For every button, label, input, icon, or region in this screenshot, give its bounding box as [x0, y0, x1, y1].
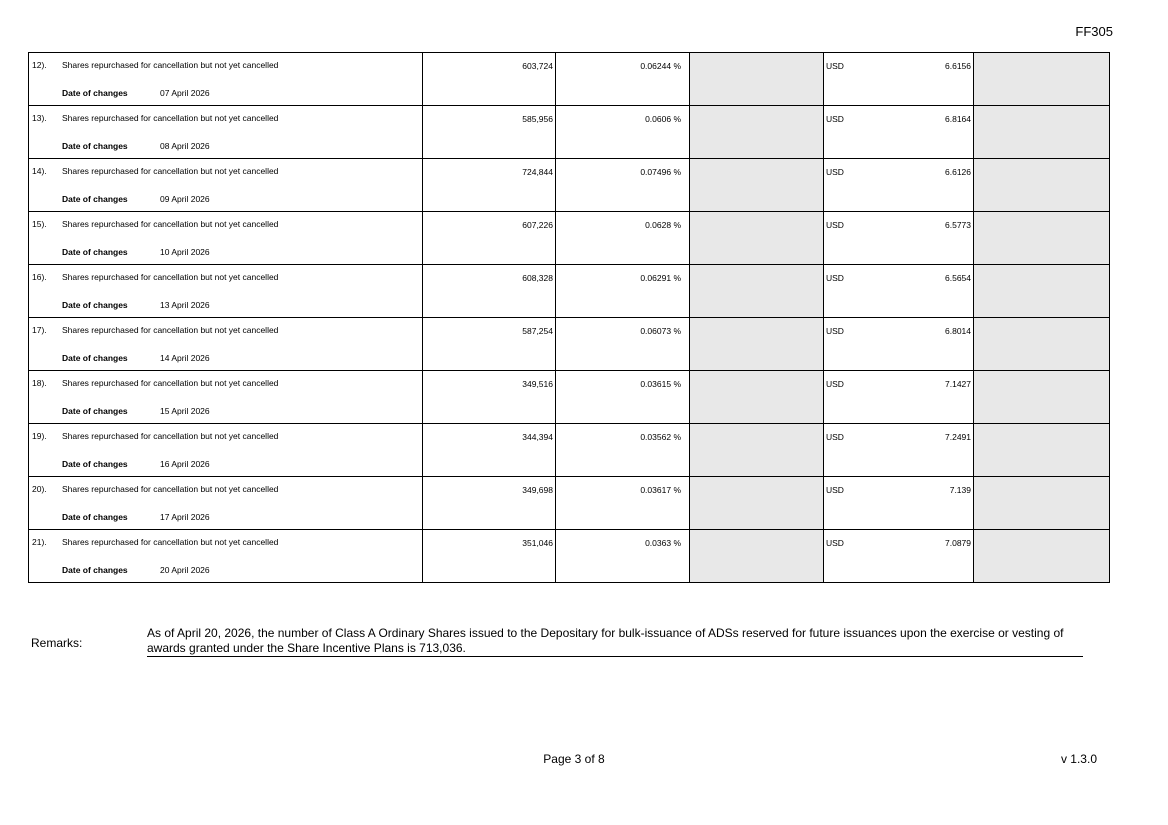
blank-cell	[974, 212, 1110, 265]
date-caption: Date of changes	[62, 406, 128, 416]
description-cell	[29, 106, 423, 159]
shares-cell	[423, 371, 556, 424]
price-cell	[824, 530, 974, 583]
currency-value: USD	[826, 273, 844, 283]
percent-value	[556, 53, 689, 71]
table-row	[29, 159, 1110, 212]
percent-cell	[556, 265, 690, 318]
price-cell	[824, 371, 974, 424]
price-cell	[824, 318, 974, 371]
blank-cell	[690, 212, 824, 265]
table-row	[29, 530, 1110, 583]
price-value: 7.0879	[945, 538, 971, 548]
price-value: 6.6126	[945, 167, 971, 177]
shares-cell	[423, 106, 556, 159]
row-number: 20).	[32, 484, 47, 494]
percent-sign: %	[673, 167, 681, 177]
version-label: v 1.3.0	[1060, 752, 1097, 766]
blank-cell	[690, 371, 824, 424]
blank-cell	[974, 424, 1110, 477]
row-label: Shares repurchased for cancellation but not yet cancelled	[62, 484, 279, 494]
row-number: 13).	[32, 113, 47, 123]
blank-cell	[690, 424, 824, 477]
shares-value: 344,394	[522, 432, 553, 442]
shares-value: 607,226	[522, 220, 553, 230]
percent-value	[556, 371, 689, 389]
remarks-text: As of April 20, 2026, the number of Class A Ordinary Shares issued to the Depositary for bulk-issuance of ADSs reserved for future issuances upon the exercise or vesting of awards granted under the Share Incentive Plans is 713,036.	[147, 626, 1083, 657]
percent-number: 0.07496	[640, 167, 672, 177]
currency-value: USD	[826, 326, 844, 336]
shares-value: 724,844	[522, 167, 553, 177]
table-row	[29, 477, 1110, 530]
date-value: 09 April 2026	[160, 194, 210, 204]
table-row	[29, 265, 1110, 318]
description-cell	[29, 371, 423, 424]
remarks-label: Remarks:	[31, 636, 83, 650]
percent-value	[556, 265, 689, 283]
price-cell	[824, 159, 974, 212]
currency-value: USD	[826, 167, 844, 177]
description-cell	[29, 530, 423, 583]
percent-sign: %	[673, 326, 681, 336]
shares-value: 587,254	[522, 326, 553, 336]
blank-cell	[690, 159, 824, 212]
price-value: 6.5773	[945, 220, 971, 230]
shares-value: 603,724	[522, 61, 553, 71]
shares-cell	[423, 318, 556, 371]
date-caption: Date of changes	[62, 300, 128, 310]
date-caption: Date of changes	[62, 459, 128, 469]
percent-number: 0.06244	[640, 61, 672, 71]
page-number: Page 3 of 8	[543, 752, 605, 766]
percent-sign: %	[673, 485, 681, 495]
shares-value: 349,516	[522, 379, 553, 389]
currency-value: USD	[826, 61, 844, 71]
price-value: 7.2491	[945, 432, 971, 442]
percent-cell	[556, 159, 690, 212]
date-caption: Date of changes	[62, 353, 128, 363]
percent-value	[556, 477, 689, 495]
description-cell	[29, 159, 423, 212]
percent-number: 0.0606	[645, 114, 672, 124]
row-label: Shares repurchased for cancellation but not yet cancelled	[62, 325, 279, 335]
percent-cell	[556, 53, 690, 106]
price-value: 7.139	[949, 485, 971, 495]
description-cell	[29, 53, 423, 106]
percent-number: 0.03617	[640, 485, 672, 495]
blank-cell	[690, 318, 824, 371]
percent-cell	[556, 424, 690, 477]
percent-value	[556, 318, 689, 336]
row-number: 14).	[32, 166, 47, 176]
shares-cell	[423, 424, 556, 477]
shares-value: 349,698	[522, 485, 553, 495]
shares-cell	[423, 53, 556, 106]
blank-cell	[974, 53, 1110, 106]
row-label: Shares repurchased for cancellation but not yet cancelled	[62, 272, 279, 282]
date-caption: Date of changes	[62, 565, 128, 575]
row-number: 18).	[32, 378, 47, 388]
table-row	[29, 371, 1110, 424]
row-label: Shares repurchased for cancellation but not yet cancelled	[62, 60, 279, 70]
date-value: 08 April 2026	[160, 141, 210, 151]
percent-cell	[556, 318, 690, 371]
price-cell	[824, 424, 974, 477]
row-number: 16).	[32, 272, 47, 282]
shares-cell	[423, 159, 556, 212]
row-label: Shares repurchased for cancellation but not yet cancelled	[62, 378, 279, 388]
description-cell	[29, 265, 423, 318]
percent-cell	[556, 106, 690, 159]
currency-value: USD	[826, 220, 844, 230]
date-value: 07 April 2026	[160, 88, 210, 98]
date-caption: Date of changes	[62, 194, 128, 204]
percent-cell	[556, 530, 690, 583]
shares-value: 608,328	[522, 273, 553, 283]
blank-cell	[974, 318, 1110, 371]
percent-cell	[556, 212, 690, 265]
price-cell	[824, 212, 974, 265]
shares-value: 585,956	[522, 114, 553, 124]
percent-number: 0.0628	[645, 220, 672, 230]
price-value: 7.1427	[945, 379, 971, 389]
shares-cell	[423, 265, 556, 318]
percent-sign: %	[673, 538, 681, 548]
row-label: Shares repurchased for cancellation but not yet cancelled	[62, 537, 279, 547]
date-value: 20 April 2026	[160, 565, 210, 575]
percent-value	[556, 106, 689, 124]
date-caption: Date of changes	[62, 88, 128, 98]
repurchase-table	[28, 52, 1110, 583]
percent-cell	[556, 477, 690, 530]
currency-value: USD	[826, 114, 844, 124]
percent-value	[556, 530, 689, 548]
date-caption: Date of changes	[62, 512, 128, 522]
currency-value: USD	[826, 432, 844, 442]
percent-sign: %	[673, 220, 681, 230]
price-value: 6.5654	[945, 273, 971, 283]
blank-cell	[974, 106, 1110, 159]
blank-cell	[690, 477, 824, 530]
blank-cell	[690, 106, 824, 159]
date-caption: Date of changes	[62, 247, 128, 257]
blank-cell	[974, 371, 1110, 424]
percent-value	[556, 159, 689, 177]
percent-sign: %	[673, 379, 681, 389]
description-cell	[29, 212, 423, 265]
shares-cell	[423, 477, 556, 530]
blank-cell	[690, 53, 824, 106]
percent-number: 0.03562	[640, 432, 672, 442]
date-value: 13 April 2026	[160, 300, 210, 310]
date-value: 10 April 2026	[160, 247, 210, 257]
description-cell	[29, 318, 423, 371]
blank-cell	[974, 159, 1110, 212]
row-label: Shares repurchased for cancellation but not yet cancelled	[62, 431, 279, 441]
price-cell	[824, 477, 974, 530]
row-number: 12).	[32, 60, 47, 70]
date-value: 16 April 2026	[160, 459, 210, 469]
table-row	[29, 318, 1110, 371]
percent-number: 0.06291	[640, 273, 672, 283]
currency-value: USD	[826, 379, 844, 389]
row-label: Shares repurchased for cancellation but not yet cancelled	[62, 219, 279, 229]
shares-cell	[423, 530, 556, 583]
form-code: FF305	[1075, 24, 1113, 39]
currency-value: USD	[826, 485, 844, 495]
currency-value: USD	[826, 538, 844, 548]
row-number: 21).	[32, 537, 47, 547]
price-cell	[824, 53, 974, 106]
price-cell	[824, 106, 974, 159]
percent-number: 0.06073	[640, 326, 672, 336]
shares-value: 351,046	[522, 538, 553, 548]
percent-sign: %	[673, 61, 681, 71]
percent-sign: %	[673, 273, 681, 283]
table-row	[29, 53, 1110, 106]
price-value: 6.6156	[945, 61, 971, 71]
percent-sign: %	[673, 114, 681, 124]
blank-cell	[690, 530, 824, 583]
blank-cell	[974, 265, 1110, 318]
percent-value	[556, 424, 689, 442]
date-value: 14 April 2026	[160, 353, 210, 363]
percent-sign: %	[673, 432, 681, 442]
price-value: 6.8014	[945, 326, 971, 336]
percent-number: 0.03615	[640, 379, 672, 389]
percent-cell	[556, 371, 690, 424]
date-value: 15 April 2026	[160, 406, 210, 416]
description-cell	[29, 424, 423, 477]
date-value: 17 April 2026	[160, 512, 210, 522]
table-row	[29, 424, 1110, 477]
row-number: 17).	[32, 325, 47, 335]
date-caption: Date of changes	[62, 141, 128, 151]
blank-cell	[974, 477, 1110, 530]
percent-value	[556, 212, 689, 230]
shares-cell	[423, 212, 556, 265]
row-label: Shares repurchased for cancellation but not yet cancelled	[62, 166, 279, 176]
blank-cell	[974, 530, 1110, 583]
row-number: 19).	[32, 431, 47, 441]
price-cell	[824, 265, 974, 318]
row-label: Shares repurchased for cancellation but not yet cancelled	[62, 113, 279, 123]
table-row	[29, 106, 1110, 159]
description-cell	[29, 477, 423, 530]
row-number: 15).	[32, 219, 47, 229]
blank-cell	[690, 265, 824, 318]
percent-number: 0.0363	[645, 538, 672, 548]
price-value: 6.8164	[945, 114, 971, 124]
table-row	[29, 212, 1110, 265]
